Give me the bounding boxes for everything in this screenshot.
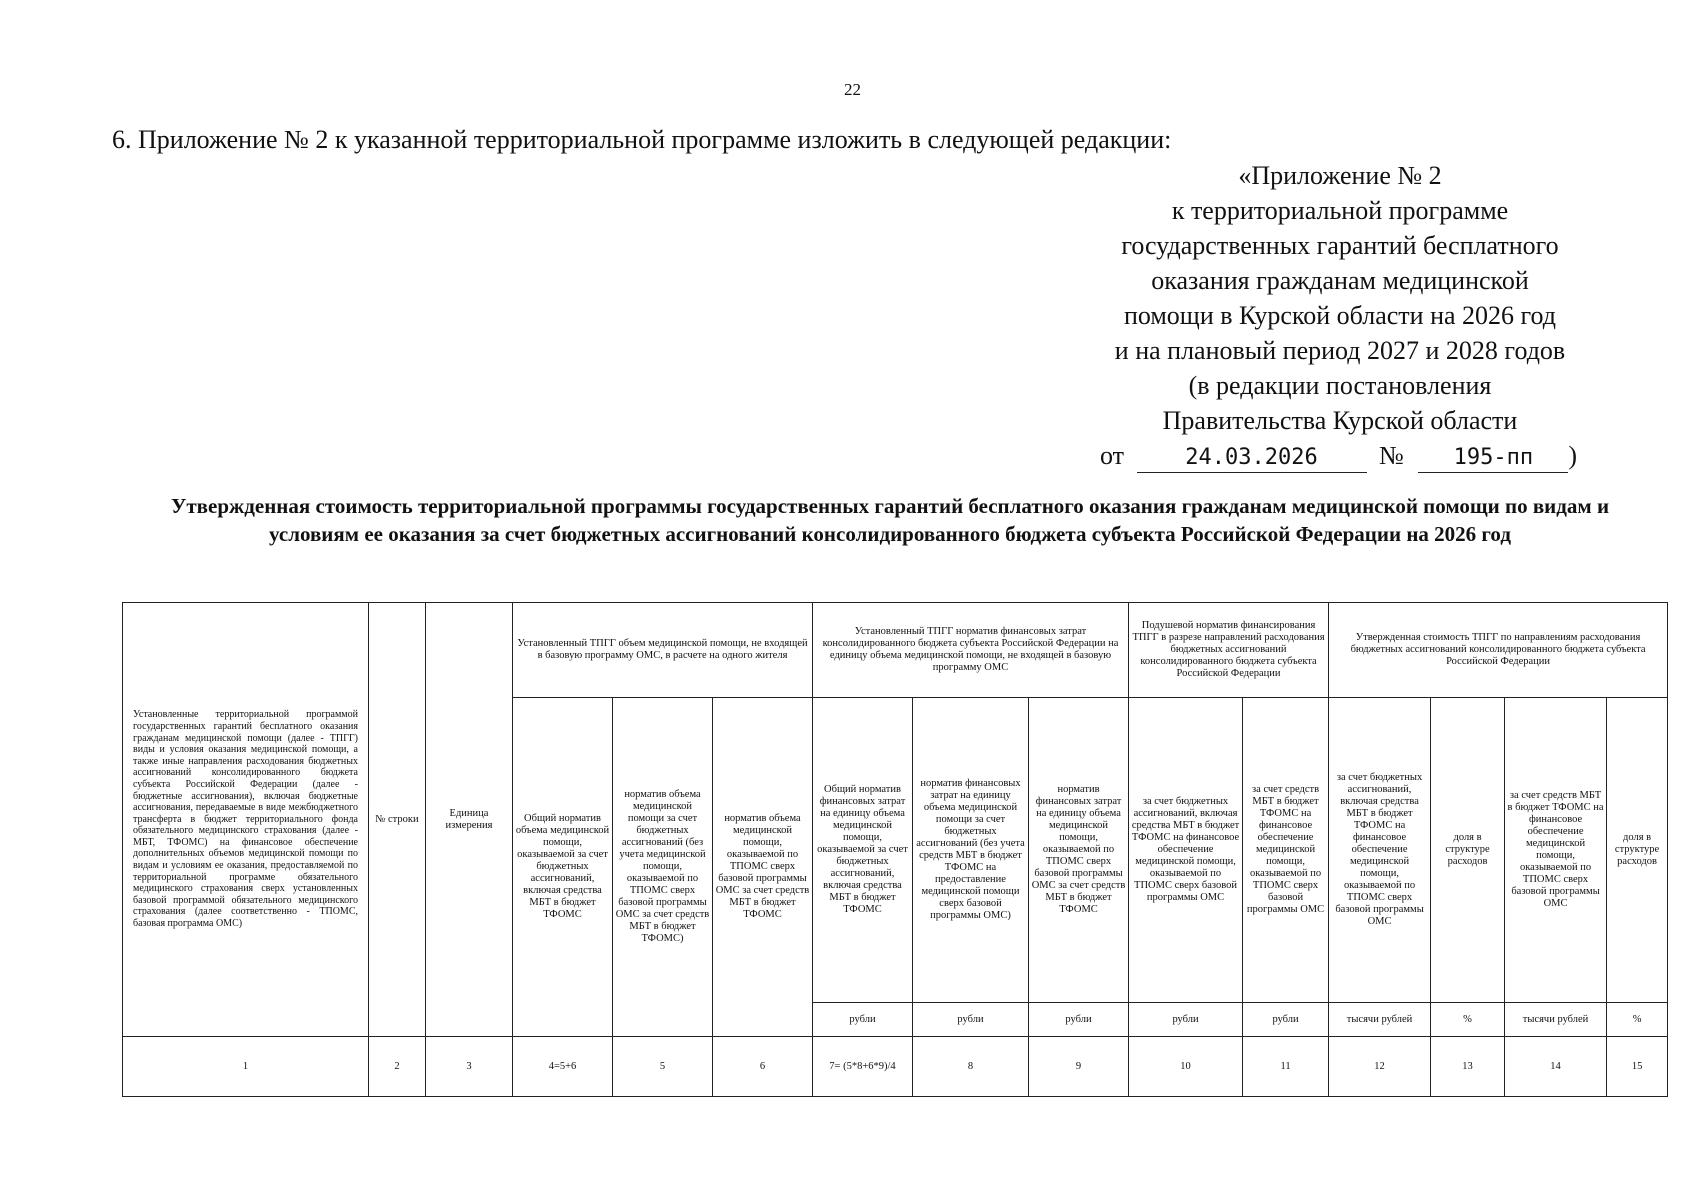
column-number: 11 — [1243, 1037, 1329, 1097]
header-services: Установленные территориальной программой государственных гарантий бесплатного оказания гражданам медицинской помощи (далее - ТПГГ) виды и условия оказания медицинской помощи, а также иные направления расходования бюджетных ассигнований консолидированного бюджета субъекта Российской Федерации (далее - бюджетные ассигнования), включая бюджетные ассигнования, передаваемые в виде межбюджетного трансферта в бюджет территориального фонда обязательного медицинского страхования (далее - МБТ, ТФОМС) на финансовое обеспечение дополнительных объемов медицинской помощи по видам и условиям ее оказания, предоставляемой по территориальной программе обязательного медицинского страхования сверх установленных базовой программой обязательного медицинского страхования (далее соответственно - ТПОМС, базовая программа ОМС) — [123, 603, 369, 1037]
decree-reference — [1080, 438, 1600, 473]
appendix-line: помощи в Курской области на 2026 год — [1123, 301, 1557, 330]
header-col-15: доля в структуре расходов — [1607, 698, 1668, 1003]
unit-col-12: тысячи рублей — [1329, 1003, 1431, 1037]
unit-col-9: рубли — [1029, 1003, 1129, 1037]
unit-col-13: % — [1431, 1003, 1505, 1037]
header-col-11: за счет средств МБТ в бюджет ТФОМС на финансовое обеспечение медицинской помощи, оказываемой по ТПОМС сверх базовой программы ОМС — [1243, 698, 1329, 1003]
column-number: 5 — [613, 1037, 713, 1097]
header-col-13: доля в структуре расходов — [1431, 698, 1505, 1003]
cost-table — [122, 602, 1668, 1097]
unit-col-11: рубли — [1243, 1003, 1329, 1037]
column-number: 13 — [1431, 1037, 1505, 1097]
column-number: 14 — [1505, 1037, 1607, 1097]
column-number: 10 — [1129, 1037, 1243, 1097]
appendix-line: «Приложение № 2 — [1238, 161, 1442, 190]
header-col-8: норматив финансовых затрат на единицу объема медицинской помощи за счет бюджетных ассигнований (без учета средств МБТ в бюджет ТФОМС на предоставление медицинской помощи сверх базовой программы ОМС) — [913, 698, 1029, 1003]
appendix-heading — [1080, 158, 1600, 473]
closing-paren: ) — [1568, 441, 1578, 470]
column-number: 4=5+6 — [513, 1037, 613, 1097]
column-number: 12 — [1329, 1037, 1431, 1097]
header-col-5: норматив объема медицинской помощи за счет бюджетных ассигнований (без учета медицинской помощи, оказываемой по ТПОМС сверх базовой программы ОМС за счет средств МБТ в бюджет ТФОМС) — [613, 698, 713, 1037]
unit-col-8: рубли — [913, 1003, 1029, 1037]
header-col-4: Общий норматив объема медицинской помощи, оказываемой за счет бюджетных ассигнований, включая средства МБТ в бюджет ТФОМС — [513, 698, 613, 1037]
column-number-row — [123, 1037, 1668, 1097]
appendix-line: Правительства Курской области — [1162, 406, 1518, 435]
header-row-number: № строки — [369, 603, 426, 1037]
column-number: 1 — [123, 1037, 369, 1097]
table-title: Утвержденная стоимость территориальной программы государственных гарантий бесплатного оказания гражданам медицинской помощи по видам и условиям ее оказания за счет бюджетных ассигнований консолидированного бюджета субъекта Российской Федерации на 2026 год — [170, 494, 1610, 546]
header-norm-group: Установленный ТПГГ норматив финансовых затрат консолидированного бюджета субъекта Российской Федерации на единицу объема медицинской помощи, не входящей в базовую программу ОМС — [813, 603, 1129, 698]
header-col-9: норматив финансовых затрат на единицу объема медицинской помощи, оказываемой по ТПОМС сверх базовой программы ОМС за счет средств МБТ в бюджет ТФОМС — [1029, 698, 1129, 1003]
decree-date: 24.03.2026 — [1137, 444, 1367, 473]
column-number: 6 — [713, 1037, 813, 1097]
from-label: от — [1100, 441, 1125, 470]
header-col-14: за счет средств МБТ в бюджет ТФОМС на финансовое обеспечение медицинской помощи, оказываемой по ТПОМС сверх базовой программы ОМС — [1505, 698, 1607, 1003]
intro-text: 6. Приложение № 2 к указанной территориальной программе изложить в следующей редакции: — [112, 125, 1172, 154]
unit-col-15: % — [1607, 1003, 1668, 1037]
header-col-7: Общий норматив финансовых затрат на единицу объема медицинской помощи, оказываемой за счет бюджетных ассигнований, включая средства МБТ в бюджет ТФОМС — [813, 698, 913, 1003]
appendix-line: оказания гражданам медицинской — [1151, 266, 1529, 295]
header-col-10: за счет бюджетных ассигнований, включая средства МБТ в бюджет ТФОМС на финансовое обеспечение медицинской помощи, оказываемой по ТПОМС сверх базовой программы ОМС — [1129, 698, 1243, 1003]
column-number: 7= (5*8+6*9)/4 — [813, 1037, 913, 1097]
header-unit: Единица измерения — [426, 603, 513, 1037]
column-number: 15 — [1607, 1037, 1668, 1097]
header-percapita-group: Подушевой норматив финансирования ТПГГ в разрезе направлений расходования бюджетных ассигнований консолидированного бюджета субъекта Российской Федерации — [1129, 603, 1329, 698]
header-volume-group: Установленный ТПГГ объем медицинской помощи, не входящей в базовую программу ОМС, в расчете на одного жителя — [513, 603, 813, 698]
decree-number: 195-пп — [1418, 444, 1568, 473]
page-number: 22 — [844, 80, 861, 99]
header-col-6: норматив объема медицинской помощи, оказываемой по ТПОМС сверх базовой программы ОМС за счет средств МБТ в бюджет ТФОМС — [713, 698, 813, 1037]
header-row-groups — [123, 603, 1668, 698]
appendix-line: государственных гарантий бесплатного — [1121, 231, 1559, 260]
column-number: 9 — [1029, 1037, 1129, 1097]
number-sign: № — [1379, 441, 1404, 470]
header-col-12: за счет бюджетных ассигнований, включая средства МБТ в бюджет ТФОМС на финансовое обеспечение медицинской помощи, оказываемой по ТПОМС сверх базовой программы ОМС — [1329, 698, 1431, 1003]
column-number: 2 — [369, 1037, 426, 1097]
appendix-line: (в редакции постановления — [1188, 371, 1492, 400]
unit-col-10: рубли — [1129, 1003, 1243, 1037]
unit-col-14: тысячи рублей — [1505, 1003, 1607, 1037]
column-number: 8 — [913, 1037, 1029, 1097]
appendix-line: и на плановый период 2027 и 2028 годов — [1114, 336, 1566, 365]
column-number: 3 — [426, 1037, 513, 1097]
unit-col-7: рубли — [813, 1003, 913, 1037]
header-cost-group: Утвержденная стоимость ТПГГ по направлениям расходования бюджетных ассигнований консолидированного бюджета субъекта Российской Федерации — [1329, 603, 1668, 698]
appendix-line: к территориальной программе — [1171, 196, 1509, 225]
